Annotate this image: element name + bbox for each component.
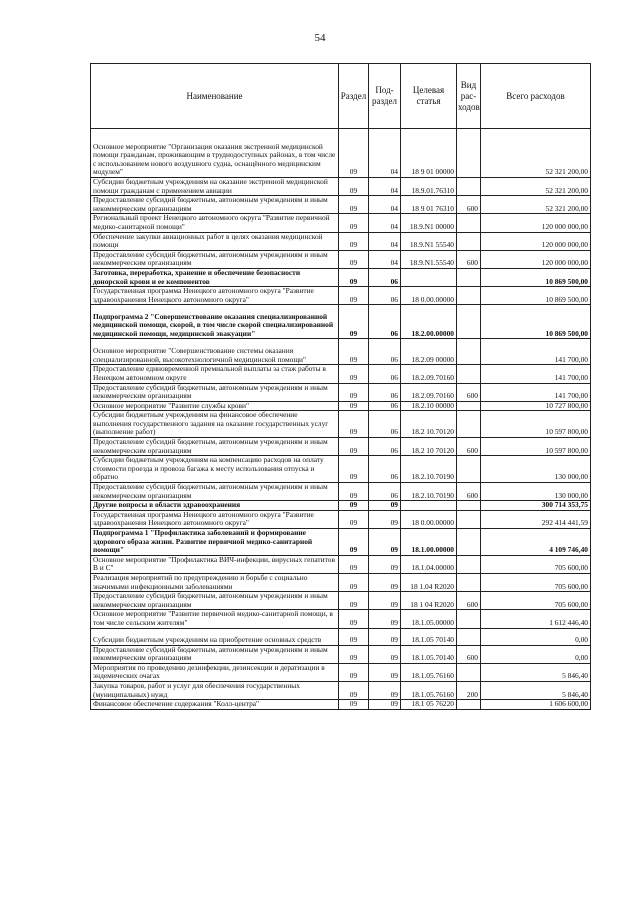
cell-total: 1 612 446,40 — [481, 610, 591, 628]
table-row — [91, 610, 591, 628]
table-row — [91, 645, 591, 663]
cell-name: Заготовка, переработка, хранение и обеспечение безопасности донорской крови и ее компонентов — [91, 268, 339, 286]
cell-section: 09 — [339, 645, 369, 663]
cell-total: 130 000,00 — [481, 483, 591, 501]
cell-subsection: 06 — [369, 305, 401, 339]
cell-subsection: 09 — [369, 592, 401, 610]
table-row — [91, 214, 591, 232]
cell-section: 09 — [339, 129, 369, 178]
cell-subsection: 04 — [369, 196, 401, 214]
cell-name: Основное мероприятие "Развитие службы крови" — [91, 401, 339, 411]
cell-target: 18.2.09.70160 — [401, 383, 457, 401]
cell-section: 09 — [339, 483, 369, 501]
cell-total: 5 846,40 — [481, 663, 591, 681]
cell-target: 18.9.N1 55540 — [401, 232, 457, 250]
cell-total: 0,00 — [481, 645, 591, 663]
cell-section: 09 — [339, 287, 369, 305]
cell-section: 09 — [339, 700, 369, 710]
cell-total: 10 869 500,00 — [481, 268, 591, 286]
cell-subsection: 04 — [369, 178, 401, 196]
header-subsection: Под-раздел — [369, 64, 401, 129]
cell-section: 09 — [339, 501, 369, 511]
cell-expense-type — [457, 287, 481, 305]
table-row — [91, 483, 591, 501]
cell-target: 18.1 05 76220 — [401, 700, 457, 710]
table-row — [91, 129, 591, 178]
table-row — [91, 178, 591, 196]
cell-section: 09 — [339, 305, 369, 339]
cell-section: 09 — [339, 456, 369, 483]
cell-expense-type — [457, 700, 481, 710]
cell-name: Субсидии бюджетным учреждениям на финансовое обеспечение выполнения государственного задания на оказание государственных услуг (выполнение работ) — [91, 411, 339, 438]
cell-expense-type: 600 — [457, 383, 481, 401]
cell-section: 09 — [339, 529, 369, 556]
table-row — [91, 232, 591, 250]
cell-section: 09 — [339, 573, 369, 591]
cell-target: 18.1.05.00000 — [401, 610, 457, 628]
cell-name: Предоставление субсидий бюджетным, автономным учреждениям и иным некоммерческим организациям — [91, 250, 339, 268]
cell-target: 18.2.09 00000 — [401, 339, 457, 365]
table-row — [91, 287, 591, 305]
cell-name: Региональный проект Ненецкого автономного округа "Развитие первичной медико-санитарной помощи" — [91, 214, 339, 232]
cell-total: 1 606 600,00 — [481, 700, 591, 710]
cell-name: Закупка товаров, работ и услуг для обеспечения государственных (муниципальных) нужд — [91, 681, 339, 699]
header-total: Всего расходов — [481, 64, 591, 129]
cell-subsection: 04 — [369, 214, 401, 232]
cell-subsection: 09 — [369, 645, 401, 663]
cell-section: 09 — [339, 411, 369, 438]
cell-target: 18 0.00.00000 — [401, 287, 457, 305]
page-number: 54 — [314, 32, 326, 44]
cell-subsection: 09 — [369, 555, 401, 573]
cell-total: 705 600,00 — [481, 555, 591, 573]
cell-target: 18 1.04 R2020 — [401, 573, 457, 591]
cell-target: 18 9 01 76310 — [401, 196, 457, 214]
table-row — [91, 681, 591, 699]
table-row — [91, 438, 591, 456]
cell-name: Субсидии бюджетным учреждениям на оказание экстренной медицинской помощи гражданам с применением авиации — [91, 178, 339, 196]
cell-expense-type — [457, 411, 481, 438]
cell-name: Государственная программа Ненецкого автономного округа "Развитие здравоохранения Ненецкого автономного округа" — [91, 510, 339, 528]
cell-name: Финансовое обеспечение содержания "Колл-центра" — [91, 700, 339, 710]
cell-subsection: 09 — [369, 573, 401, 591]
cell-total: 141 700,00 — [481, 365, 591, 383]
cell-target: 18.1.05.70140 — [401, 645, 457, 663]
cell-total: 10 597 800,00 — [481, 411, 591, 438]
cell-name: Подпрограмма 1 "Профилактика заболеваний и формирование здорового образа жизни. Развитие первичной медико-санитарной помощи" — [91, 529, 339, 556]
cell-total: 52 321 200,00 — [481, 178, 591, 196]
cell-total: 292 414 441,59 — [481, 510, 591, 528]
cell-subsection: 04 — [369, 129, 401, 178]
cell-target: 18.2 10 70120 — [401, 438, 457, 456]
cell-section: 09 — [339, 365, 369, 383]
cell-total: 705 600,00 — [481, 573, 591, 591]
cell-name: Предоставление субсидий бюджетным, автономным учреждениям и иным некоммерческим организациям — [91, 438, 339, 456]
cell-section: 09 — [339, 438, 369, 456]
cell-subsection: 09 — [369, 501, 401, 511]
cell-subsection: 06 — [369, 268, 401, 286]
cell-target: 18 0.00.00000 — [401, 510, 457, 528]
budget-table — [90, 63, 591, 710]
table-row — [91, 501, 591, 511]
header-section: Раздел — [339, 64, 369, 129]
cell-subsection: 09 — [369, 700, 401, 710]
cell-name: Подпрограмма 2 "Совершенствование оказания специализированной медицинской помощи, скорой, в том числе скорой специализированной медицинской помощи, медицинской эвакуации" — [91, 305, 339, 339]
cell-expense-type: 600 — [457, 592, 481, 610]
cell-expense-type — [457, 401, 481, 411]
cell-subsection: 06 — [369, 339, 401, 365]
cell-section: 09 — [339, 592, 369, 610]
cell-section: 09 — [339, 681, 369, 699]
cell-expense-type: 600 — [457, 196, 481, 214]
cell-total: 4 109 746,40 — [481, 529, 591, 556]
cell-expense-type: 600 — [457, 645, 481, 663]
cell-section: 09 — [339, 510, 369, 528]
cell-section: 09 — [339, 663, 369, 681]
cell-expense-type — [457, 555, 481, 573]
table-row — [91, 700, 591, 710]
table-row — [91, 401, 591, 411]
table-body — [91, 129, 591, 710]
cell-target: 18.2 10.70120 — [401, 411, 457, 438]
cell-subsection: 06 — [369, 401, 401, 411]
cell-expense-type: 600 — [457, 438, 481, 456]
cell-name: Государственная программа Ненецкого автономного округа "Развитие здравоохранения Ненецкого автономного округа" — [91, 287, 339, 305]
table-row — [91, 555, 591, 573]
header-name: Наименование — [91, 64, 339, 129]
cell-name: Основное мероприятие "Совершенствование системы оказания специализированной, высокотехнологичной медицинской помощи" — [91, 339, 339, 365]
cell-target: 18.2.10.70190 — [401, 483, 457, 501]
cell-name: Обеспечение закупки авиационных работ в целях оказания медицинской помощи — [91, 232, 339, 250]
cell-section: 09 — [339, 555, 369, 573]
cell-name: Основное мероприятие "Развитие первичной медико-санитарной помощи, в том числе сельским жителям" — [91, 610, 339, 628]
cell-target: 18.9.N1 00000 — [401, 214, 457, 232]
cell-expense-type — [457, 501, 481, 511]
cell-expense-type — [457, 129, 481, 178]
table-row — [91, 510, 591, 528]
table-row — [91, 305, 591, 339]
table-row — [91, 383, 591, 401]
cell-subsection: 06 — [369, 438, 401, 456]
cell-subsection: 09 — [369, 628, 401, 645]
cell-name: Предоставление субсидий бюджетным, автономным учреждениям и иным некоммерческим организациям — [91, 383, 339, 401]
cell-expense-type — [457, 663, 481, 681]
table-row — [91, 365, 591, 383]
cell-expense-type: 600 — [457, 250, 481, 268]
cell-subsection: 09 — [369, 529, 401, 556]
cell-total: 120 000 000,00 — [481, 214, 591, 232]
cell-total: 120 000 000,00 — [481, 232, 591, 250]
cell-expense-type — [457, 529, 481, 556]
table-row — [91, 529, 591, 556]
cell-total: 705 600,00 — [481, 592, 591, 610]
cell-target — [401, 268, 457, 286]
cell-target: 18.2.09.70160 — [401, 365, 457, 383]
table-row — [91, 250, 591, 268]
cell-subsection: 04 — [369, 232, 401, 250]
cell-name: Мероприятия по проведению дезинфекции, дезинсекции и дератизации в эндемических очагах — [91, 663, 339, 681]
cell-total: 10 869 500,00 — [481, 305, 591, 339]
cell-subsection: 06 — [369, 287, 401, 305]
cell-subsection: 09 — [369, 681, 401, 699]
header-expense-type: Вид рас-ходов — [457, 64, 481, 129]
table-row — [91, 573, 591, 591]
cell-total: 300 714 353,75 — [481, 501, 591, 511]
cell-total: 10 597 800,00 — [481, 438, 591, 456]
cell-target: 18 1 04 R2020 — [401, 592, 457, 610]
cell-expense-type — [457, 232, 481, 250]
cell-target: 18.9.N1.55540 — [401, 250, 457, 268]
cell-expense-type — [457, 456, 481, 483]
cell-total: 0,00 — [481, 628, 591, 645]
cell-target — [401, 501, 457, 511]
cell-subsection: 09 — [369, 610, 401, 628]
cell-total: 130 000,00 — [481, 456, 591, 483]
table-row — [91, 196, 591, 214]
cell-section: 09 — [339, 214, 369, 232]
cell-section: 09 — [339, 178, 369, 196]
cell-subsection: 06 — [369, 456, 401, 483]
cell-section: 09 — [339, 610, 369, 628]
cell-expense-type — [457, 365, 481, 383]
cell-total: 141 700,00 — [481, 339, 591, 365]
cell-total: 52 321 200,00 — [481, 129, 591, 178]
cell-expense-type — [457, 268, 481, 286]
cell-target: 18.1.05.76160 — [401, 681, 457, 699]
cell-name: Предоставление единовременной премиальной выплаты за стаж работы в Ненецком автономном округе — [91, 365, 339, 383]
cell-target: 18.1.05 70140 — [401, 628, 457, 645]
cell-target: 18.2.10 00000 — [401, 401, 457, 411]
cell-section: 09 — [339, 250, 369, 268]
table-row — [91, 592, 591, 610]
cell-target: 18.1.04.00000 — [401, 555, 457, 573]
cell-target: 18.9.01.76310 — [401, 178, 457, 196]
cell-total: 52 321 200,00 — [481, 196, 591, 214]
cell-name: Предоставление субсидий бюджетным, автономным учреждениям и иным некоммерческим организациям — [91, 196, 339, 214]
cell-total: 10 727 800,00 — [481, 401, 591, 411]
cell-name: Предоставление субсидий бюджетным, автономным учреждениям и иным некоммерческим организациям — [91, 483, 339, 501]
cell-name: Основное мероприятие "Организация оказания экстренной медицинской помощи гражданам, проживающим в труднодоступных районах, в том числе с использованием нового воздушного судна, оснащённого медицинским модулем" — [91, 129, 339, 178]
cell-subsection: 06 — [369, 411, 401, 438]
cell-subsection: 06 — [369, 365, 401, 383]
table-header-row — [91, 64, 591, 129]
cell-total: 120 000 000,00 — [481, 250, 591, 268]
cell-expense-type — [457, 510, 481, 528]
cell-expense-type — [457, 214, 481, 232]
cell-expense-type: 600 — [457, 483, 481, 501]
cell-target: 18.2.10.70190 — [401, 456, 457, 483]
cell-subsection: 09 — [369, 663, 401, 681]
cell-target: 18.1.05.76160 — [401, 663, 457, 681]
cell-name: Субсидии бюджетным учреждениям на компенсацию расходов на оплату стоимости проезда и провоза багажа к месту использования отпуска и обратно — [91, 456, 339, 483]
cell-name: Предоставление субсидий бюджетным, автономным учреждениям и иным некоммерческим организациям — [91, 645, 339, 663]
table-row — [91, 339, 591, 365]
table-row — [91, 456, 591, 483]
cell-total: 5 846,40 — [481, 681, 591, 699]
cell-target: 18.1.00.00000 — [401, 529, 457, 556]
cell-name: Субсидии бюджетным учреждениям на приобретение основных средств — [91, 628, 339, 645]
cell-total: 10 869 500,00 — [481, 287, 591, 305]
cell-expense-type — [457, 339, 481, 365]
cell-subsection: 09 — [369, 510, 401, 528]
cell-expense-type: 200 — [457, 681, 481, 699]
table-row — [91, 628, 591, 645]
cell-subsection: 06 — [369, 383, 401, 401]
cell-section: 09 — [339, 268, 369, 286]
cell-name: Другие вопросы в области здравоохранения — [91, 501, 339, 511]
cell-name: Основное мероприятие "Профилактика ВИЧ-инфекции, вирусных гепатитов В и С" — [91, 555, 339, 573]
cell-expense-type — [457, 628, 481, 645]
cell-target: 18 9 01 00000 — [401, 129, 457, 178]
cell-total: 141 700,00 — [481, 383, 591, 401]
cell-name: Реализация мероприятий по предупреждению и борьбе с социально значимыми инфекционными заболеваниями — [91, 573, 339, 591]
table-row — [91, 663, 591, 681]
cell-section: 09 — [339, 339, 369, 365]
cell-name: Предоставление субсидий бюджетным, автономным учреждениям и иным некоммерческим организациям — [91, 592, 339, 610]
cell-expense-type — [457, 573, 481, 591]
table-row — [91, 411, 591, 438]
cell-expense-type — [457, 610, 481, 628]
cell-target: 18.2.00.00000 — [401, 305, 457, 339]
cell-section: 09 — [339, 232, 369, 250]
cell-section: 09 — [339, 383, 369, 401]
cell-expense-type — [457, 305, 481, 339]
header-target: Целевая статья — [401, 64, 457, 129]
cell-subsection: 06 — [369, 483, 401, 501]
table-row — [91, 268, 591, 286]
cell-expense-type — [457, 178, 481, 196]
cell-section: 09 — [339, 196, 369, 214]
cell-section: 09 — [339, 401, 369, 411]
cell-section: 09 — [339, 628, 369, 645]
cell-subsection: 04 — [369, 250, 401, 268]
